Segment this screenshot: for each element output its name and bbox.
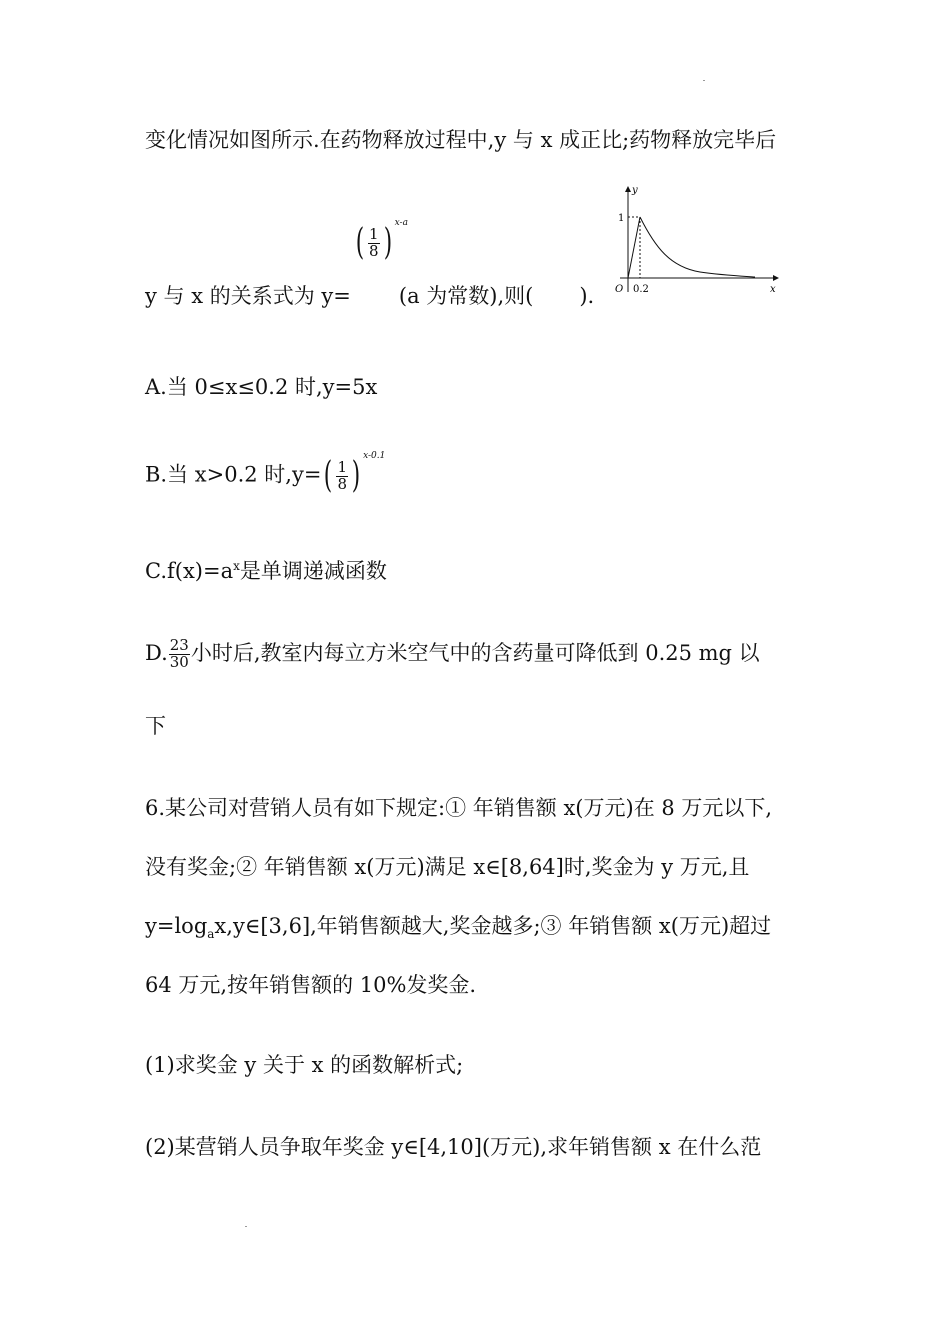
fraction-denominator: 8 xyxy=(369,241,379,260)
problem6-question1: (1)求奖金 y 关于 x 的函数解析式; xyxy=(145,1053,464,1077)
line2-close: ). xyxy=(579,284,595,308)
option-c-suffix: 是单调递减函数 xyxy=(239,559,387,583)
fraction-denominator: 8 xyxy=(337,474,348,493)
decay-graph xyxy=(610,182,785,300)
option-d-continuation: 下 xyxy=(145,714,166,738)
option-c-superscript: x xyxy=(233,559,240,573)
origin-label: O xyxy=(615,284,624,295)
log-base-subscript: a xyxy=(207,927,215,942)
option-c xyxy=(145,560,387,582)
y-tick-label: 1 xyxy=(618,213,625,224)
option-d xyxy=(145,638,760,671)
line2-suffix: (a 为常数),则( xyxy=(398,284,534,308)
fraction-numerator: 23 xyxy=(169,636,189,654)
option-b xyxy=(145,451,386,496)
problem5-line2 xyxy=(145,286,594,307)
line3-prefix: y=log xyxy=(145,914,208,938)
fraction-denominator: 30 xyxy=(169,652,189,671)
rising-segment xyxy=(628,217,640,278)
problem5-line1: 变化情况如图所示.在药物释放过程中,y 与 x 成正比;药物释放完毕后 xyxy=(145,128,777,152)
y-axis-label: y xyxy=(632,185,638,196)
problem6-line4: 64 万元,按年销售额的 10%发奖金. xyxy=(145,973,477,997)
option-d-prefix: D. xyxy=(145,640,168,665)
fraction-numerator: 1 xyxy=(369,224,379,243)
scan-speck xyxy=(703,80,705,81)
left-paren: ( xyxy=(324,455,333,496)
exponent: x-a xyxy=(394,218,408,228)
decay-curve xyxy=(640,217,755,277)
x-axis-label: x xyxy=(770,284,776,295)
problem6-question2: (2)某营销人员争取年奖金 y∈[4,10](万元),求年销售额 x 在什么范 xyxy=(145,1135,762,1159)
right-paren: ) xyxy=(383,222,392,263)
exponent: x-0.1 xyxy=(363,451,386,461)
problem6-line1: 6.某公司对营销人员有如下规定:① 年销售额 x(万元)在 8 万元以下, xyxy=(145,796,773,820)
option-a: A.当 0≤x≤0.2 时,y=5x xyxy=(145,375,378,399)
x-tick-label: 0.2 xyxy=(633,284,649,295)
problem6-line2: 没有奖金;② 年销售额 x(万元)满足 x∈[8,64]时,奖金为 y 万元,且 xyxy=(145,855,750,879)
right-paren: ) xyxy=(351,455,361,496)
scan-speck xyxy=(245,1226,247,1227)
left-paren: ( xyxy=(355,222,365,263)
line2-prefix: y 与 x 的关系式为 y= xyxy=(145,284,351,308)
problem6-line3 xyxy=(145,916,771,940)
option-d-suffix: 小时后,教室内每立方米空气中的含药量可降低到 0.25 mg 以 xyxy=(190,640,760,665)
fraction-numerator: 1 xyxy=(337,457,348,476)
line3-suffix: x,y∈[3,6],年销售额越大,奖金越多;③ 年销售额 x(万元)超过 xyxy=(214,914,772,938)
option-c-prefix: C.f(x)=a xyxy=(145,559,234,583)
option-b-prefix: B.当 x>0.2 时,y= xyxy=(145,462,322,487)
